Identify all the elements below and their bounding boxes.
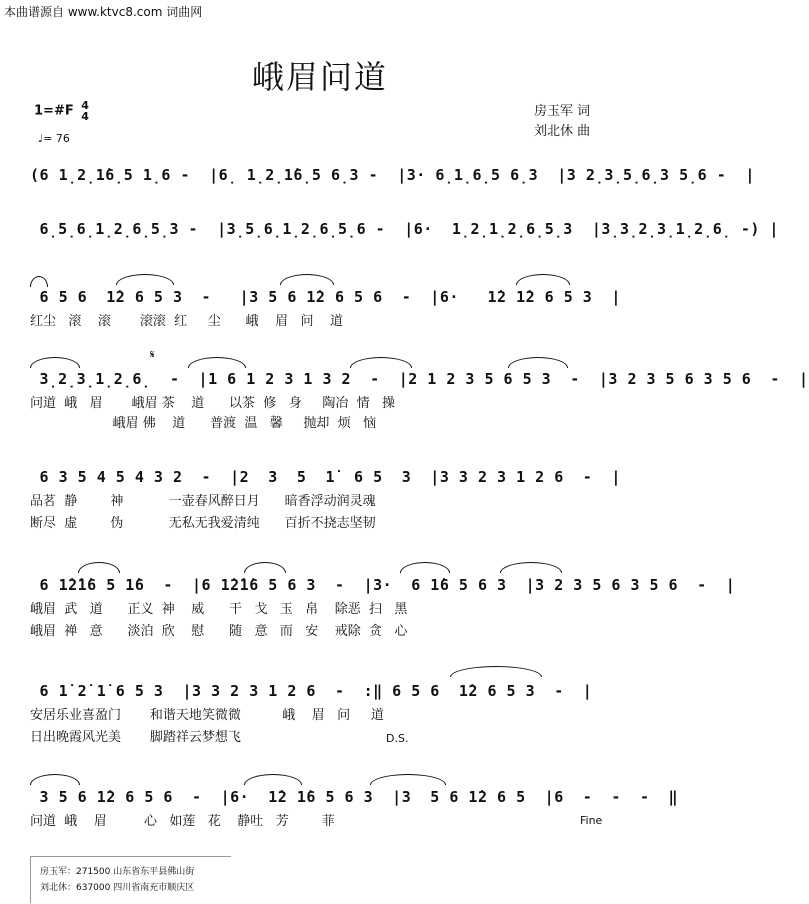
notation: 6 1̇2̇1̇6 5 1̇6 - |6 1̇2̇1̇6 5 6 3 - |3· 6 1̇6 5 6 3 |3 2 3 5 6 3 5 6 - | [30,576,736,594]
slur [370,774,446,785]
lyric-line: 安居乐业喜盈门 和谐天地笑微微 峨 眉 问 道 [30,708,384,723]
staff-line [30,674,608,704]
lyric-line: 问道 峨 眉 心 如莲 花 静吐 芳 菲 [30,814,335,829]
slur [500,562,562,573]
lyric-line: 品茗 静 神 一壶春风醉日月 暗香浮动润灵魂 [30,494,376,509]
ds-mark: D.S. [386,732,409,745]
fine-mark: Fine [580,814,603,827]
meter-bottom: 4 [81,110,89,123]
notation: 3̣2̣3̣1̣2̣6̣ - |1 6 1 2 3 1 3 2 - |2 1 2 3 5 6 5 3 - |3 2 3 5 6 3 5 6 - | [30,370,809,388]
slur [400,562,450,573]
slur [30,276,48,287]
notation: 6 5 6 1̇2 6 5 3 - |3 5 6 1̇2 6 5 6 - |6· 1̇2 1̇2 6 5 3 | [30,288,621,306]
notation: 6̣5̣6̣1̣2̣6̣5̣3 - |3̣5̣6̣1̣2̣6̣5̣6 - |6· 1̣2̣1̣2̣6̣5̣3 |3̣3̣2̣3̣1̣2̣6̣ -) | [30,220,779,238]
lyric-line: 峨眉 禅 意 淡泊 欣 慰 随 意 而 安 戒除 贪 心 [30,624,408,639]
lyric-line: 峨眉 佛 道 普渡 温 馨 抛却 烦 恼 [30,416,377,431]
notation: 3 5 6 1̇2 6 5 6 - |6· 1̇2 1̇6 5 6 3 |3 5 6 1̇2 6 5 |6 - - - ‖ [30,788,679,806]
meter-top: 4 [81,99,89,112]
time-signature [81,100,89,122]
staff-line [30,780,679,810]
site-header: 本曲谱源自 www.ktvc8.com 词曲网 [4,5,203,19]
notation: 6 1̇ 2̇ 1̇ 6 5 3 |3 3 2 3 1 2 6 - :‖ 6 5 6 1̇2 6 5 3 - | [30,682,593,700]
footer-line: 房玉军：271500 山东省东平县佛山街 [40,867,195,877]
slur [30,357,80,368]
slur [508,357,568,368]
lyricist-credit: 房玉军 词 [534,104,591,119]
slur [350,357,412,368]
staff-line [30,362,809,392]
slur [78,562,120,573]
composer-credit: 刘北休 曲 [534,124,591,139]
slur [244,774,302,785]
lyric-line: 日出晚霞风光美 脚踏祥云梦想飞 [30,730,262,745]
slur [450,666,542,677]
staff-line [30,158,755,188]
footer-line: 刘北休：637000 四川省南充市顺庆区 [40,883,195,893]
slur [116,274,174,285]
lyric-line: 红尘 滚 滚 滚滚 红 尘 峨 眉 问 道 [30,314,344,329]
slur [516,274,570,285]
notation: (6 1̣2̣1̇6̣5 1̣6 - |6̣ 1̣2̣1̇6̣5 6̣3 - |3· 6̣1̣6̣5 6̣3 |3 2̣3̣5̣6̣3 5̣6 - | [30,166,755,184]
segno-mark: 𝄋 [150,348,155,361]
tempo-mark: ♩= 76 [38,132,70,145]
key-text: 1=#F [34,103,74,119]
slur [280,274,334,285]
lyric-line: 问道 峨 眉 峨眉 茶 道 以茶 修 身 陶冶 情 操 [30,396,396,411]
song-title: 峨眉问道 [251,58,388,96]
key-signature [34,100,89,122]
staff-line [30,568,736,598]
staff-line [30,212,779,242]
staff-line [30,280,621,310]
slur [30,774,80,785]
lyric-line: 峨眉 武 道 正义 神 威 干 戈 玉 帛 除恶 扫 黑 [30,602,408,617]
slur [188,357,246,368]
lyric-line: 断尽 虚 伪 无私无我爱清纯 百折不挠志坚韧 [30,516,376,531]
slur [244,562,286,573]
notation: 6 3 5 4 5 4 3 2 - |2 3 5 1̇ 6 5 3 |3 3 2 3 1 2 6 - | [30,468,621,486]
staff-line [30,460,621,490]
